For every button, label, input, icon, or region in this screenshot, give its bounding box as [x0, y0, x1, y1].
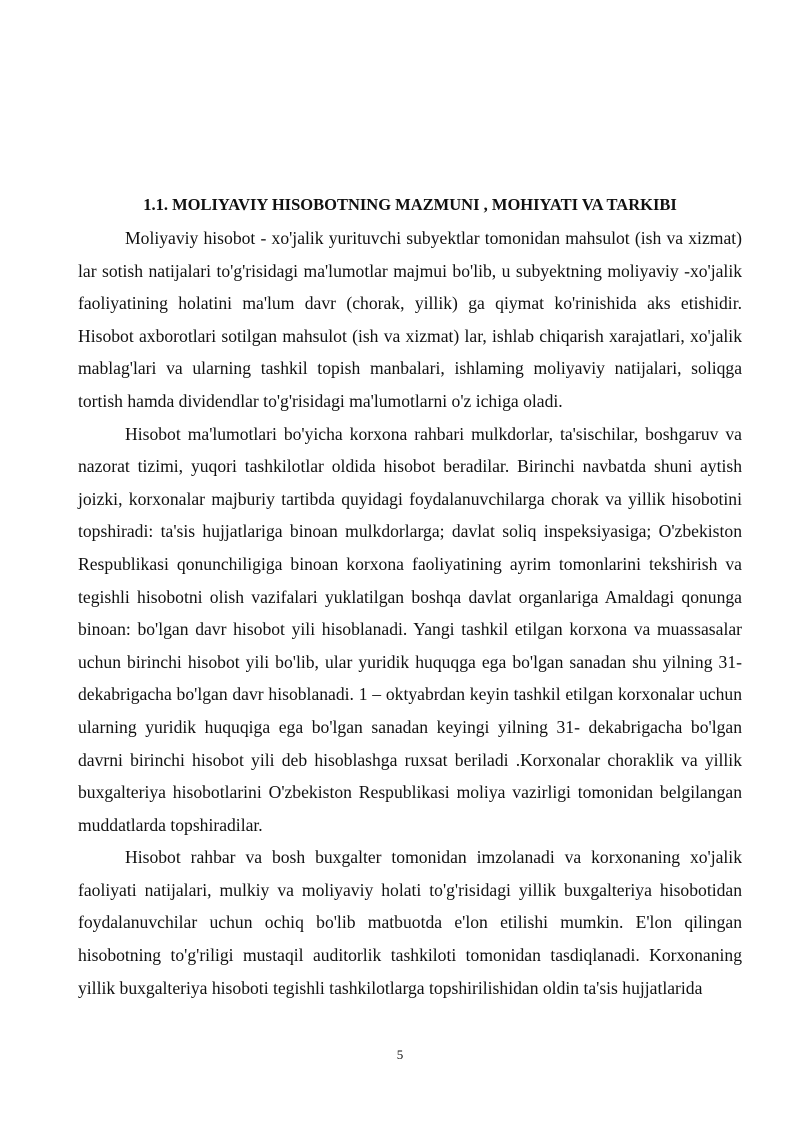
document-page [78, 193, 742, 1004]
paragraph-definition: Moliyaviy hisobot - xo'jalik yurituvchi subyektlar tomonidan mahsulot (ish va xizmat) lar sotish natijalari to'g'risidagi ma'lumotlar majmui bo'lib, u subyektning moliyaviy -xo'jalik faoliyatining holatini ma'lum davr (chorak, yillik) ga qiymat ko'rinishida aks etishidir. Hisobot axborotlari sotilgan mahsulot (ish va xizmat) lar, ishlab chiqarish xarajatlari, xo'jalik mablag'lari va ularning tashkil topish manbalari, ishlaming moliyaviy natijalari, soliqga tortish hamda dividendlar to'g'risidagi ma'lumotlarni o'z ichiga oladi. [78, 228, 742, 411]
section-heading: 1.1. MOLIYAVIY HISOBOTNING MAZMUNI , MOHIYATI VA TARKIBI [143, 195, 677, 214]
page-number: 5 [396, 1047, 404, 1062]
paragraph-reporting-recipients: Hisobot ma'lumotlari bo'yicha korxona rahbari mulkdorlar, ta'sischilar, boshgaruv va nazorat tizimi, yuqori tashkilotlar oldida hisobot beradilar. Birinchi navbatda shuni aytish joizki, korxonalar majburiy tartibda quyidagi foydalanuvchilarga chorak va yillik hisobotini topshiradi: ta'sis hujjatlariga binoan mulkdorlarga; davlat soliq inspeksiyasiga; O'zbekiston Respublikasi qonunchiligiga binoan korxona faoliyatining ayrim tomonlarini tekshirish va tegishli hisobotni olish vazifalari yuklatilgan boshqa davlat organlariga Amaldagi qonunga binoan: bo'lgan davr hisobot yili hisoblanadi. Yangi tashkil etilgan korxona va muassasalar uchun birinchi hisobot yili bo'lib, ular yuridik huquqga ega bo'lgan sanadan shu yilning 31- dekabrigacha bo'lgan davr hisoblanadi. 1 – oktyabrdan keyin tashkil etilgan korxonalar uchun ularning yuridik huquqiga ega bo'lgan sanadan keyingi yilning 31- dekabrigacha bo'lgan davrni birinchi hisobot yili deb hisoblashga ruxsat beriladi .Korxonalar choraklik va yillik buxgalteriya hisobotlarini O'zbekiston Respublikasi moliya vazirligi tomonidan belgilangan muddatlarda topshiradilar. [78, 423, 742, 835]
paragraph-signing-publication: Hisobot rahbar va bosh buxgalter tomonidan imzolanadi va korxonaning xo'jalik faoliyati natijalari, mulkiy va moliyaviy holati to'g'risidagi yillik buxgalteriya hisobotidan foydalanuvchilar uchun ochiq bo'lib matbuotda e'lon etilishi mumkin. E'lon qilingan hisobotning to'g'riligi mustaqil auditorlik tashkiloti tomonidan tasdiqlanadi. Korxonaning yillik buxgalteriya hisoboti tegishli tashkilotlarga topshirilishidan oldin ta'sis hujjatlarida [78, 847, 742, 998]
